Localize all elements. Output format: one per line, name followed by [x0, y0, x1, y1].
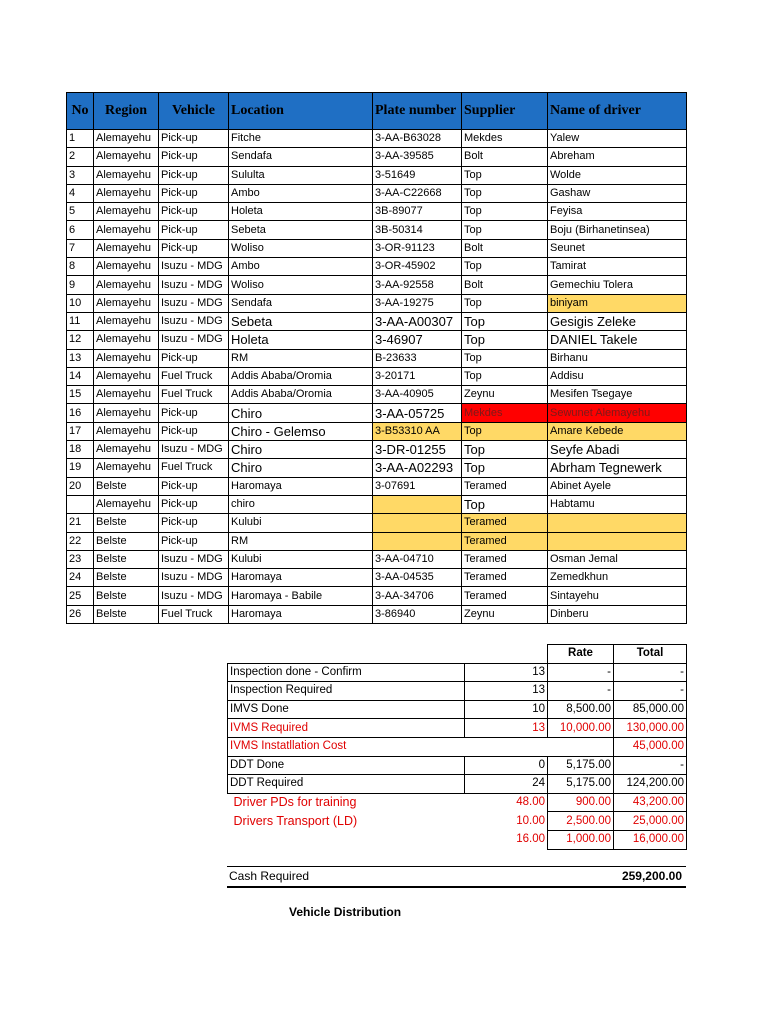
- cell-no: 12: [67, 331, 94, 349]
- cell-region: Alemayehu: [94, 349, 159, 367]
- summary-header-blank: [228, 645, 465, 664]
- cell-vehicle: Pick-up: [159, 495, 229, 513]
- cell-location: Haromaya: [229, 569, 373, 587]
- cell-region: Alemayehu: [94, 312, 159, 330]
- summary-label: IVMS Required: [228, 719, 465, 738]
- summary-total: -: [614, 663, 687, 682]
- table-row: [67, 294, 687, 312]
- cell-vehicle: Pick-up: [159, 184, 229, 202]
- summary-total: 45,000.00: [614, 737, 687, 756]
- cell-location: Chiro: [229, 441, 373, 459]
- summary-header-blank: [465, 645, 548, 664]
- cell-vehicle: Fuel Truck: [159, 386, 229, 404]
- summary-qty: 16.00: [516, 833, 545, 846]
- cell-region: Alemayehu: [94, 166, 159, 184]
- cell-location: Addis Ababa/Oromia: [229, 386, 373, 404]
- vehicle-table: [66, 92, 687, 624]
- table-row: [67, 532, 687, 550]
- table-row: [67, 239, 687, 257]
- cell-no: 13: [67, 349, 94, 367]
- header-location: Location: [229, 93, 373, 130]
- summary-label: Drivers Transport (LD): [233, 813, 358, 828]
- cell-driver: Wolde: [548, 166, 687, 184]
- table-row: [67, 203, 687, 221]
- summary-qty: 13: [465, 663, 548, 682]
- summary-qty: 10: [465, 700, 548, 719]
- cell-location: Kulubi: [229, 550, 373, 568]
- cell-driver: Zemedkhun: [548, 569, 687, 587]
- header-driver-name: Name of driver: [548, 93, 687, 130]
- cell-region: Alemayehu: [94, 441, 159, 459]
- summary-row: [228, 830, 687, 849]
- table-row: [67, 349, 687, 367]
- cell-region: Alemayehu: [94, 294, 159, 312]
- cell-plate: 3-AA-04535: [373, 569, 462, 587]
- summary-qty: 13: [465, 682, 548, 701]
- cash-required-value: 259,200.00: [621, 869, 682, 883]
- cell-plate: 3-AA-B63028: [373, 130, 462, 148]
- cell-location: Sululta: [229, 166, 373, 184]
- cell-supplier: Teramed: [462, 532, 548, 550]
- cell-region: Alemayehu: [94, 386, 159, 404]
- cell-location: Holeta: [229, 331, 373, 349]
- cell-supplier: Mekdes: [462, 404, 548, 422]
- cell-no: 15: [67, 386, 94, 404]
- summary-rate: 8,500.00: [548, 700, 614, 719]
- cell-region: Alemayehu: [94, 404, 159, 422]
- cell-driver: [548, 514, 687, 532]
- cell-vehicle: Pick-up: [159, 203, 229, 221]
- summary-header-row: [228, 645, 687, 664]
- cell-location: Chiro: [229, 459, 373, 477]
- cell-plate: 3-OR-91123: [373, 239, 462, 257]
- summary-total: 25,000.00: [614, 812, 687, 831]
- summary-total: 124,200.00: [614, 775, 687, 794]
- cell-driver: Gashaw: [548, 184, 687, 202]
- summary-label: [228, 830, 465, 849]
- vehicle-distribution-title: Vehicle Distribution: [289, 905, 402, 919]
- cell-region: Alemayehu: [94, 130, 159, 148]
- cell-location: RM: [229, 349, 373, 367]
- cell-no: 14: [67, 367, 94, 385]
- cell-driver: Abrham Tegnewerk: [548, 459, 687, 477]
- cell-no: 19: [67, 459, 94, 477]
- cell-region: Belste: [94, 550, 159, 568]
- cell-vehicle: Pick-up: [159, 477, 229, 495]
- cell-location: Woliso: [229, 239, 373, 257]
- cell-driver: Amare Kebede: [548, 422, 687, 440]
- cell-plate: [373, 495, 462, 513]
- cell-region: Belste: [94, 587, 159, 605]
- cell-vehicle: Pick-up: [159, 239, 229, 257]
- cell-no: 5: [67, 203, 94, 221]
- cell-no: 2: [67, 148, 94, 166]
- table-row: [67, 404, 687, 422]
- summary-label: IVMS Instatllation Cost: [228, 737, 614, 756]
- summary-label: Inspection Required: [228, 682, 465, 701]
- cell-supplier: Top: [462, 349, 548, 367]
- cell-region: Alemayehu: [94, 239, 159, 257]
- cell-vehicle: Isuzu - MDG: [159, 550, 229, 568]
- table-row: [67, 184, 687, 202]
- table-row: [67, 587, 687, 605]
- cell-region: Alemayehu: [94, 203, 159, 221]
- cell-driver: Gemechiu Tolera: [548, 276, 687, 294]
- table-row: [67, 459, 687, 477]
- cell-plate: 3-AA-19275: [373, 294, 462, 312]
- cell-driver: Mesifen Tsegaye: [548, 386, 687, 404]
- cell-no: 25: [67, 587, 94, 605]
- cell-supplier: Top: [462, 459, 548, 477]
- cell-driver: Tamirat: [548, 258, 687, 276]
- cell-supplier: Top: [462, 441, 548, 459]
- header-plate-number: Plate number: [373, 93, 462, 130]
- cell-plate: 3-B53310 AA: [373, 422, 462, 440]
- cell-no: 26: [67, 605, 94, 623]
- cell-vehicle: Pick-up: [159, 148, 229, 166]
- cell-supplier: Top: [462, 184, 548, 202]
- rate-header: Rate: [548, 645, 614, 664]
- cell-driver: Boju (Birhanetinsea): [548, 221, 687, 239]
- cell-vehicle: Pick-up: [159, 221, 229, 239]
- cell-vehicle: Pick-up: [159, 422, 229, 440]
- cell-driver: Yalew: [548, 130, 687, 148]
- header-vehicle: Vehicle: [159, 93, 229, 130]
- cell-location: Woliso: [229, 276, 373, 294]
- table-header-row: [67, 93, 687, 130]
- cell-supplier: Top: [462, 258, 548, 276]
- table-row: [67, 331, 687, 349]
- table-row: [67, 550, 687, 568]
- cell-driver: Abinet Ayele: [548, 477, 687, 495]
- cell-supplier: Teramed: [462, 569, 548, 587]
- cell-plate: 3-86940: [373, 605, 462, 623]
- cell-no: 3: [67, 166, 94, 184]
- cell-region: Alemayehu: [94, 422, 159, 440]
- cell-vehicle: Isuzu - MDG: [159, 441, 229, 459]
- cell-vehicle: Fuel Truck: [159, 459, 229, 477]
- cell-supplier: Zeynu: [462, 386, 548, 404]
- cell-plate: 3-DR-01255: [373, 441, 462, 459]
- cell-location: Chiro: [229, 404, 373, 422]
- summary-label: DDT Required: [228, 775, 465, 794]
- cell-no: 1: [67, 130, 94, 148]
- cell-driver: Seunet: [548, 239, 687, 257]
- summary-total: 43,200.00: [614, 793, 687, 812]
- cell-location: Haromaya: [229, 477, 373, 495]
- cell-plate: 3-46907: [373, 331, 462, 349]
- cell-driver: Sintayehu: [548, 587, 687, 605]
- cell-region: Alemayehu: [94, 148, 159, 166]
- summary-qty: 24: [465, 775, 548, 794]
- cell-vehicle: Isuzu - MDG: [159, 587, 229, 605]
- cell-location: Chiro - Gelemso: [229, 422, 373, 440]
- table-row: [67, 605, 687, 623]
- cell-plate: 3B-50314: [373, 221, 462, 239]
- header-no: No: [67, 93, 94, 130]
- cell-driver: Gesigis Zeleke: [548, 312, 687, 330]
- cell-driver: [548, 532, 687, 550]
- cell-supplier: Top: [462, 312, 548, 330]
- cell-no: 20: [67, 477, 94, 495]
- cash-required-label: Cash Required: [229, 869, 310, 883]
- cell-plate: 3-51649: [373, 166, 462, 184]
- cell-region: Belste: [94, 605, 159, 623]
- cell-driver: biniyam: [548, 294, 687, 312]
- cell-vehicle: Fuel Truck: [159, 605, 229, 623]
- cell-no: 16: [67, 404, 94, 422]
- summary-row: [228, 663, 687, 682]
- cell-driver: Birhanu: [548, 349, 687, 367]
- summary-qty: 48.00: [516, 796, 545, 809]
- cell-no: 18: [67, 441, 94, 459]
- cell-region: Alemayehu: [94, 258, 159, 276]
- cell-plate: 3-AA-05725: [373, 404, 462, 422]
- cell-driver: Habtamu: [548, 495, 687, 513]
- table-row: [67, 221, 687, 239]
- cell-driver: Osman Jemal: [548, 550, 687, 568]
- cell-supplier: Bolt: [462, 148, 548, 166]
- cell-supplier: Top: [462, 495, 548, 513]
- cell-supplier: Bolt: [462, 276, 548, 294]
- cell-driver: Seyfe Abadi: [548, 441, 687, 459]
- cell-driver: Abreham: [548, 148, 687, 166]
- cell-supplier: Bolt: [462, 239, 548, 257]
- summary-rate: 2,500.00: [548, 812, 614, 831]
- cell-plate: 3-07691: [373, 477, 462, 495]
- summary-row: [228, 812, 687, 831]
- summary-row: [228, 737, 687, 756]
- cell-plate: B-23633: [373, 349, 462, 367]
- summary-rate: 10,000.00: [548, 719, 614, 738]
- summary-rate: 900.00: [548, 793, 614, 812]
- cell-no: 17: [67, 422, 94, 440]
- cell-plate: 3-OR-45902: [373, 258, 462, 276]
- cell-supplier: Mekdes: [462, 130, 548, 148]
- summary-row: [228, 719, 687, 738]
- cell-location: Haromaya - Babile: [229, 587, 373, 605]
- cell-supplier: Top: [462, 166, 548, 184]
- table-row: [67, 130, 687, 148]
- summary-qty: 0: [465, 756, 548, 775]
- cell-vehicle: Isuzu - MDG: [159, 569, 229, 587]
- cell-no: 22: [67, 532, 94, 550]
- cell-location: Sendafa: [229, 294, 373, 312]
- cell-location: Haromaya: [229, 605, 373, 623]
- cell-plate: 3-AA-A00307: [373, 312, 462, 330]
- cell-driver: Dinberu: [548, 605, 687, 623]
- summary-row: [228, 682, 687, 701]
- cell-vehicle: Isuzu - MDG: [159, 294, 229, 312]
- cell-supplier: Top: [462, 331, 548, 349]
- cell-plate: 3-AA-92558: [373, 276, 462, 294]
- summary-rate: -: [548, 682, 614, 701]
- summary-row: [228, 700, 687, 719]
- cell-region: Alemayehu: [94, 495, 159, 513]
- cell-no: [67, 495, 94, 513]
- table-row: [67, 495, 687, 513]
- total-header: Total: [614, 645, 687, 664]
- cell-supplier: Teramed: [462, 514, 548, 532]
- cell-region: Alemayehu: [94, 221, 159, 239]
- cell-no: 4: [67, 184, 94, 202]
- cell-vehicle: Isuzu - MDG: [159, 276, 229, 294]
- summary-total: -: [614, 682, 687, 701]
- summary-rate: 5,175.00: [548, 775, 614, 794]
- cell-supplier: Top: [462, 367, 548, 385]
- header-region: Region: [94, 93, 159, 130]
- cell-location: RM: [229, 532, 373, 550]
- cell-plate: 3-AA-34706: [373, 587, 462, 605]
- cell-no: 7: [67, 239, 94, 257]
- cell-location: Sendafa: [229, 148, 373, 166]
- cell-no: 23: [67, 550, 94, 568]
- summary-row: [228, 793, 687, 812]
- summary-total: 85,000.00: [614, 700, 687, 719]
- cell-plate: [373, 514, 462, 532]
- cell-region: Alemayehu: [94, 459, 159, 477]
- cell-region: Belste: [94, 569, 159, 587]
- cell-vehicle: Pick-up: [159, 166, 229, 184]
- table-row: [67, 441, 687, 459]
- cell-region: Belste: [94, 514, 159, 532]
- cell-vehicle: Pick-up: [159, 514, 229, 532]
- cell-plate: 3-AA-04710: [373, 550, 462, 568]
- table-row: [67, 514, 687, 532]
- table-row: [67, 148, 687, 166]
- table-row: [67, 312, 687, 330]
- summary-row: [228, 775, 687, 794]
- table-row: [67, 166, 687, 184]
- table-row: [67, 422, 687, 440]
- cell-plate: 3-AA-C22668: [373, 184, 462, 202]
- cell-no: 8: [67, 258, 94, 276]
- cell-plate: 3-AA-A02293: [373, 459, 462, 477]
- cell-plate: 3-AA-40905: [373, 386, 462, 404]
- cell-plate: 3-AA-39585: [373, 148, 462, 166]
- cell-location: Addis Ababa/Oromia: [229, 367, 373, 385]
- summary-label: DDT Done: [228, 756, 465, 775]
- summary-table: [227, 644, 687, 850]
- cell-region: Alemayehu: [94, 331, 159, 349]
- cell-no: 10: [67, 294, 94, 312]
- cell-location: Sebeta: [229, 221, 373, 239]
- table-row: [67, 276, 687, 294]
- summary-total: 130,000.00: [614, 719, 687, 738]
- cell-location: chiro: [229, 495, 373, 513]
- cell-no: 21: [67, 514, 94, 532]
- summary-label: Driver PDs for training: [233, 795, 357, 810]
- summary-rate: -: [548, 663, 614, 682]
- cell-driver: Addisu: [548, 367, 687, 385]
- header-supplier: Supplier: [462, 93, 548, 130]
- cell-no: 11: [67, 312, 94, 330]
- cell-vehicle: Pick-up: [159, 404, 229, 422]
- cell-supplier: Zeynu: [462, 605, 548, 623]
- cell-supplier: Teramed: [462, 477, 548, 495]
- cell-location: Sebeta: [229, 312, 373, 330]
- cell-no: 24: [67, 569, 94, 587]
- table-row: [67, 258, 687, 276]
- cell-location: Holeta: [229, 203, 373, 221]
- table-row: [67, 569, 687, 587]
- cell-region: Alemayehu: [94, 276, 159, 294]
- cell-supplier: Top: [462, 203, 548, 221]
- cell-region: Belste: [94, 532, 159, 550]
- cell-supplier: Top: [462, 221, 548, 239]
- cell-vehicle: Fuel Truck: [159, 367, 229, 385]
- cell-plate: 3-20171: [373, 367, 462, 385]
- cell-vehicle: Isuzu - MDG: [159, 258, 229, 276]
- cell-vehicle: Isuzu - MDG: [159, 312, 229, 330]
- cell-region: Alemayehu: [94, 367, 159, 385]
- table-row: [67, 477, 687, 495]
- cell-location: Fitche: [229, 130, 373, 148]
- table-row: [67, 386, 687, 404]
- summary-label: Inspection done - Confirm: [228, 663, 465, 682]
- cell-no: 6: [67, 221, 94, 239]
- cell-supplier: Top: [462, 422, 548, 440]
- cell-driver: Feyisa: [548, 203, 687, 221]
- cell-location: Ambo: [229, 258, 373, 276]
- cell-location: Kulubi: [229, 514, 373, 532]
- summary-row: [228, 756, 687, 775]
- cell-no: 9: [67, 276, 94, 294]
- cell-driver: Sewunet Alemayehu: [548, 404, 687, 422]
- summary-rate: 1,000.00: [548, 830, 614, 849]
- summary-rate: 5,175.00: [548, 756, 614, 775]
- cell-vehicle: Isuzu - MDG: [159, 331, 229, 349]
- summary-total: -: [614, 756, 687, 775]
- cell-supplier: Teramed: [462, 587, 548, 605]
- cash-required-row: [227, 866, 686, 888]
- table-row: [67, 367, 687, 385]
- cell-supplier: Teramed: [462, 550, 548, 568]
- cell-vehicle: Pick-up: [159, 349, 229, 367]
- summary-qty: 10.00: [516, 814, 545, 827]
- cell-plate: [373, 532, 462, 550]
- cell-driver: DANIEL Takele: [548, 331, 687, 349]
- cell-region: Belste: [94, 477, 159, 495]
- cell-supplier: Top: [462, 294, 548, 312]
- summary-label: IMVS Done: [228, 700, 465, 719]
- cell-location: Ambo: [229, 184, 373, 202]
- summary-qty: 13: [465, 719, 548, 738]
- cell-vehicle: Pick-up: [159, 130, 229, 148]
- cell-vehicle: Pick-up: [159, 532, 229, 550]
- summary-total: 16,000.00: [614, 830, 687, 849]
- cell-plate: 3B-89077: [373, 203, 462, 221]
- cell-region: Alemayehu: [94, 184, 159, 202]
